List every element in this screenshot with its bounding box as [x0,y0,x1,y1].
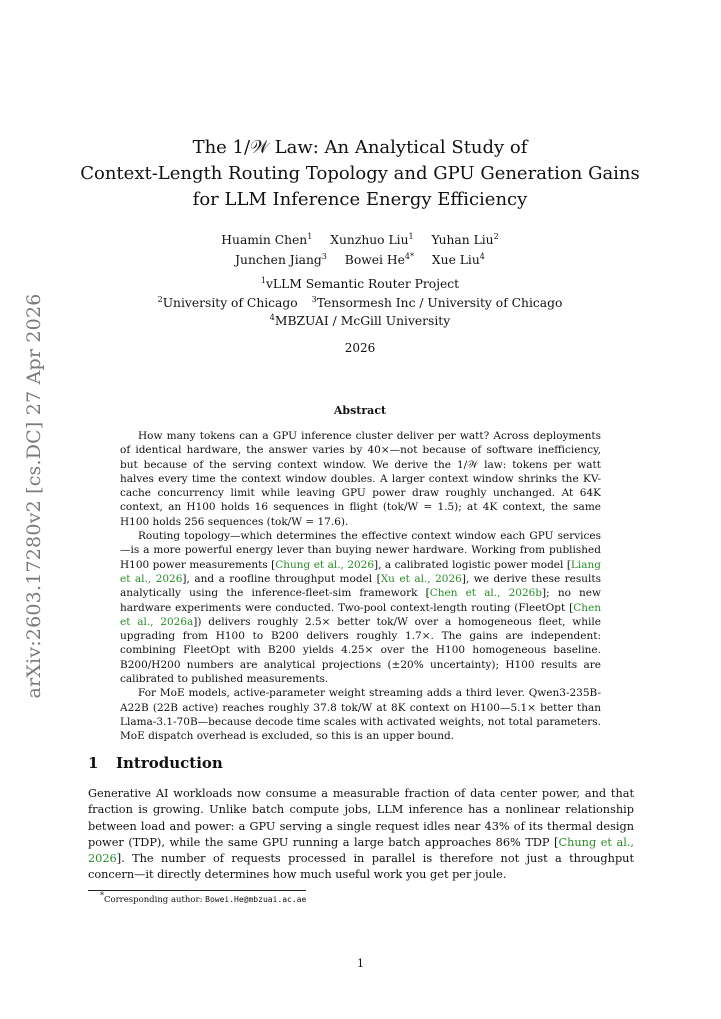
citation-link[interactable]: Xu et al., 2026 [380,572,462,585]
abstract-paragraph: How many tokens can a GPU inference cluster deliver per watt? Across deployments of identical hardware, the answer varies by 40×—not because of software inefficiency, but because of the serving context window. We derive the 1/𝒲 law: tokens per watt halves every time the context window doubles. A larger context window shrinks the KV-cache concurrency limit while leaving GPU power draw roughly unchanged. At 64K context, an H100 holds 16 sequences in flight (tok/W = 1.5); at 4K context, the same H100 holds 256 sequences (tok/W = 17.6). [120,430,601,528]
title-line: Context-Length Routing Topology and GPU Generation Gains [80,163,640,184]
abstract-heading: Abstract [333,404,387,417]
publication-year: 2026 [344,341,376,355]
author: Xunzhuo Liu$^1$ [330,231,414,247]
abstract [120,429,601,744]
section-heading [88,754,223,772]
author: Yuhan Liu$^2$ [431,231,499,247]
affiliation-list [60,275,660,331]
page-number: 1 [357,957,364,970]
citation-link[interactable]: Chen et al., 2026b [429,587,543,600]
title-line: for LLM Inference Energy Efficiency [192,189,528,210]
author: Junchen Jiang$^3$ [235,251,327,267]
author-email: Bowei.He@mbzuai.ac.ae [205,895,307,904]
arxiv-sidebar [16,293,52,699]
author-list [60,230,660,270]
arxiv-identifier: arXiv:2603.17280v2 [cs.DC] 27 Apr 2026 [23,293,45,699]
author: Bowei $He^{4*}$ [344,251,414,267]
abstract-paragraph: For MoE models, active-parameter weight streaming adds a third lever. Qwen3-235B-A22B (22B active) reaches roughly 37.8 tok/W at 8K context on H100—5.1× better than Llama-3.1-70B—because decode time scales with activated weights, not total parameters. MoE dispatch overhead is excluded, so this is an upper bound. [120,687,601,743]
affiliation: $^4$MBZUAI / McGill University [269,312,451,328]
affiliation: $^2$University of Chicago [157,294,298,310]
section-title: Introduction [116,754,223,772]
section-number: 1 [88,754,99,772]
citation-link[interactable]: Chen et al., 2026a [120,601,601,628]
paper-title [60,135,660,213]
citation-link[interactable]: Liang et al., 2026 [120,558,601,585]
footnote: *Corresponding author: Bowei.He@mbzuai.ac.ae [100,891,307,905]
abstract-paragraph: Routing topology—which determines the effective context window each GPU services—is a more powerful energy lever than buying newer hardware. Working from published H100 power measurements [Chung et al., 2026], a calibrated logistic power model [Liang et al., 2026], and a roofline throughput model [Xu et al., 2026], we derive these results analytically using the inference-fleet-sim framework [Chen et al., 2026b]; no new hardware experiments were conducted. Two-pool context-length routing (FleetOpt [Chen et al., 2026a]) delivers roughly 2.5× better tok/W over a homogeneous fleet, while upgrading from H100 to B200 delivers roughly 1.7×. The gains are independent: combining FleetOpt with B200 yields 4.25× over the H100 homogeneous baseline. B200/H200 numbers are analytical projections (±20% uncertainty); H100 results are calibrated to published measurements. [120,530,602,686]
citation-link[interactable]: Chung et al., 2026 [275,558,375,571]
affiliation: $^1$vLLM Semantic Router Project [260,275,460,291]
author: Xue Liu$^4$ [431,251,485,267]
footnote-divider [88,890,306,891]
citation-link[interactable]: Chung et al., 2026 [88,835,635,866]
title-line: The 1/𝒲 Law: An Analytical Study of [192,137,528,158]
author: Huamin Chen$^1$ [221,231,313,247]
introduction-body [88,786,634,884]
affiliation: $^3$Tensormesh Inc / University of Chicago [311,294,563,310]
intro-paragraph: Generative AI workloads now consume a measurable fraction of data center power, and that fraction is growing. Unlike batch compute jobs, LLM inference has a nonlinear relationship between load and power: a GPU serving a single request idles near 43% of its thermal design power (TDP), while the same GPU running a large batch approaches 86% TDP [Chung et al., 2026]. The number of requests processed in parallel is therefore not just a throughput concern—it directly determines how much useful work you get per joule. [88,787,635,882]
